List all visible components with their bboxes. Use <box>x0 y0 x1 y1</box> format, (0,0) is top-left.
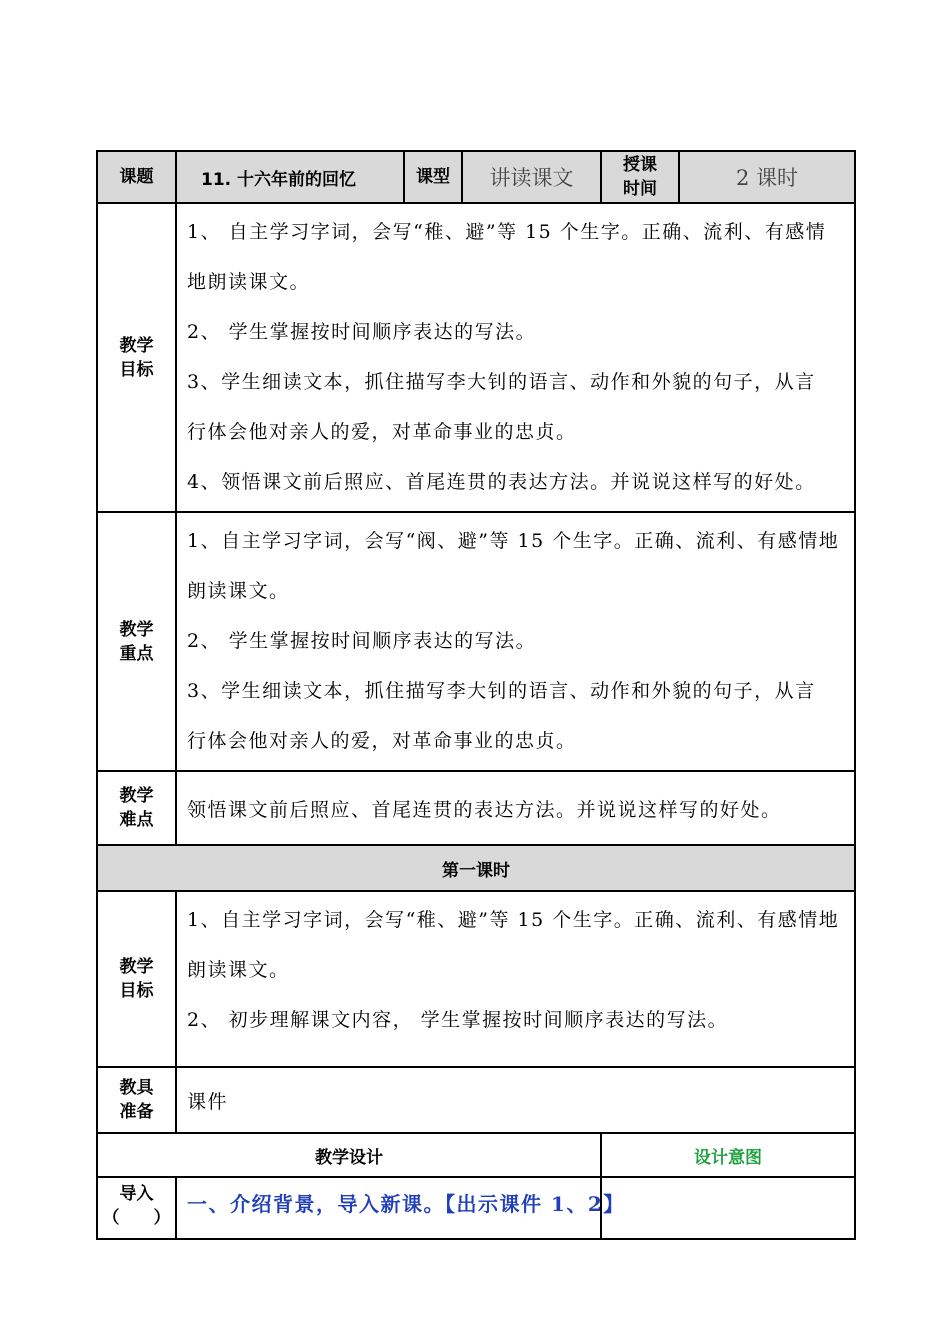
time-label-line1: 授课 <box>623 155 657 175</box>
lesson1-goals-line: 朗读课文。 <box>187 959 290 981</box>
key-points-content <box>176 512 855 771</box>
goals-content <box>176 203 855 512</box>
time-value: 2 课时 <box>679 151 855 203</box>
intent-label: 设计意图 <box>601 1133 855 1177</box>
difficulty-label-line2: 难点 <box>119 810 154 830</box>
lesson1-goals-content <box>176 891 855 1067</box>
type-label: 课型 <box>404 151 462 203</box>
key-points-line: 行体会他对亲人的爱，对革命事业的忠贞。 <box>187 730 577 752</box>
goals-line: 1、 自主学习字词，会写“稚、避”等 15 个生字。正确、流利、有感情 <box>187 221 827 243</box>
time-label <box>601 151 679 203</box>
goals-label-line2: 目标 <box>119 359 154 380</box>
difficulty-content: 领悟课文前后照应、首尾连贯的表达方法。并说说这样写的好处。 <box>176 771 855 845</box>
key-points-label <box>97 512 176 771</box>
intro-content: 一、介绍背景，导入新课。【出示课件 1、2】 <box>176 1177 601 1239</box>
goals-line: 2、 学生掌握按时间顺序表达的写法。 <box>187 321 537 343</box>
key-points-line: 朗读课文。 <box>187 580 290 602</box>
key-points-label-line1: 教学 <box>119 619 154 640</box>
goals-line: 4、领悟课文前后照应、首尾连贯的表达方法。并说说这样写的好处。 <box>187 471 816 493</box>
intro-row <box>97 1177 855 1239</box>
lesson1-title-row <box>97 845 855 891</box>
design-label: 教学设计 <box>97 1133 601 1177</box>
key-points-row <box>97 512 855 771</box>
key-points-line: 3、学生细读文本，抓住描写李大钊的语言、动作和外貌的句子，从言 <box>187 680 816 702</box>
lesson1-title: 第一课时 <box>97 845 855 891</box>
tools-label-line2: 准备 <box>119 1102 154 1122</box>
key-points-label-line2: 重点 <box>119 643 154 664</box>
goals-row <box>97 203 855 512</box>
difficulty-label <box>97 771 176 845</box>
intro-intent-cell <box>601 1177 855 1239</box>
topic-label: 课题 <box>97 151 176 203</box>
goals-line: 3、学生细读文本，抓住描写李大钊的语言、动作和外貌的句子，从言 <box>187 371 816 393</box>
difficulty-row <box>97 771 855 845</box>
header-row <box>97 151 855 203</box>
topic-value: 11. 十六年前的回忆 <box>176 151 404 203</box>
intro-label-line2: （ ） <box>102 1208 171 1228</box>
lesson1-goals-line: 1、自主学习字词，会写“稚、避”等 15 个生字。正确、流利、有感情地 <box>187 909 840 931</box>
goals-line: 行体会他对亲人的爱，对革命事业的忠贞。 <box>187 421 577 443</box>
type-value: 讲读课文 <box>462 151 601 203</box>
tools-label <box>97 1067 176 1133</box>
intro-label-line1: 导入 <box>119 1184 154 1204</box>
key-points-line: 2、 学生掌握按时间顺序表达的写法。 <box>187 630 537 652</box>
tools-label-line1: 教具 <box>119 1078 154 1098</box>
goals-label-line1: 教学 <box>119 335 154 356</box>
key-points-line: 1、自主学习字词，会写“阀、避”等 15 个生字。正确、流利、有感情地 <box>187 530 840 552</box>
design-header-row <box>97 1133 855 1177</box>
tools-row <box>97 1067 855 1133</box>
goals-label <box>97 203 176 512</box>
lesson-plan-sheet <box>96 150 854 1240</box>
lesson1-goals-label-line2: 目标 <box>119 981 154 1001</box>
tools-content: 课件 <box>176 1067 855 1133</box>
difficulty-label-line1: 教学 <box>119 786 154 806</box>
lesson1-goals-label-line1: 教学 <box>119 957 154 977</box>
time-label-line2: 时间 <box>623 179 657 199</box>
lesson1-goals-line: 2、 初步理解课文内容， 学生掌握按时间顺序表达的写法。 <box>187 1009 729 1031</box>
intro-label <box>97 1177 176 1239</box>
lesson-plan-table <box>96 150 856 1240</box>
lesson1-goals-label <box>97 891 176 1067</box>
goals-line: 地朗读课文。 <box>187 271 311 293</box>
lesson1-goals-row <box>97 891 855 1067</box>
